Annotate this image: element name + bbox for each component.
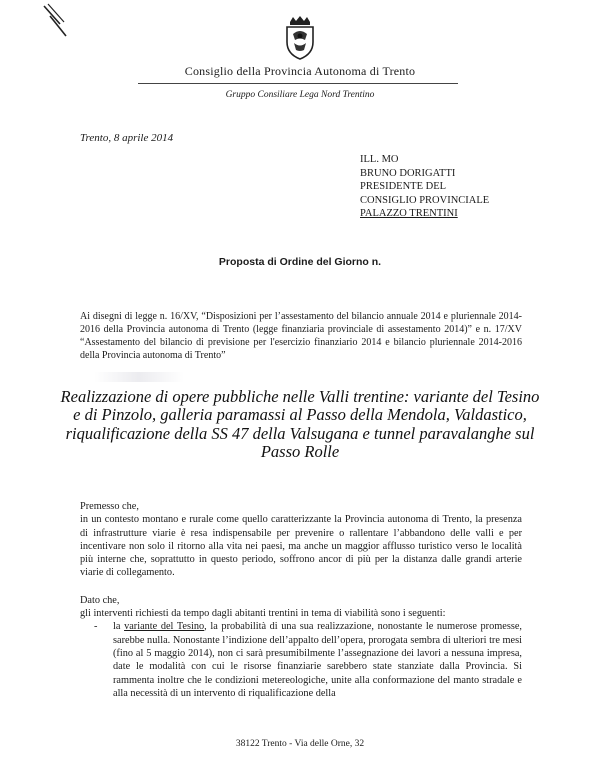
dato-paragraph [80, 594, 522, 621]
header-divider [138, 83, 458, 84]
dato-label: Dato che, [80, 594, 120, 606]
recipient-location: PALAZZO TRENTINI [360, 208, 458, 220]
recipient-name: BRUNO DORIGATTI [360, 167, 456, 179]
premesso-label: Premesso che, [80, 501, 139, 512]
list-item-text: , la probabilità di una sua realizzazione, nonostante le numerose promesse, sarebbe nulla. Nonostante l’indizione dell’appalto dell’opera, prorogata sembra di ulteriori tre mesi (fino al 5 maggio 2014), non ci sarà presumibilmente l’assegnazione dei lavori a nessuna impresa, date le modalità con cui le risorse finanziarie sarebbero state stanziate dalla Provincia. Si rammenta inoltre che le condizioni metereologiche, unite alla conformazione del manto stradale e alla necessità di un intervento di riqualificazione della [113, 621, 522, 699]
dato-text: gli interventi richiesti da tempo dagli abitanti trentini in tema di viabilità sono i seguenti: [80, 608, 446, 620]
recipient-title: ILL. MO [360, 154, 399, 165]
scan-smudge [94, 372, 184, 382]
recipient-body: CONSIGLIO PROVINCIALE [360, 194, 490, 206]
date-line: Trento, 8 aprile 2014 [80, 132, 174, 144]
recipient-block [360, 153, 489, 221]
council-name: Consiglio della Provincia Autonoma di Trento [184, 64, 416, 78]
coat-of-arms-icon [282, 16, 318, 60]
premesso-paragraph [80, 500, 522, 580]
subject-heading: Realizzazione di opere pubbliche nelle Valli trentine: variante del Tesino e di Pinzolo, galleria paramassi al Passo della Mendola, Valdastico, riqualificazione della SS 47 della Valsugana e tunnel paravalanghe sul Passo Rolle [60, 387, 540, 462]
list-bullet: - [94, 621, 98, 633]
list-item [80, 620, 522, 700]
recipient-role: PRESIDENTE DEL [360, 181, 447, 193]
body-text [80, 500, 522, 700]
interventions-list [80, 620, 522, 700]
list-item-prefix: la [113, 621, 125, 633]
proposal-title: Proposta di Ordine del Giorno n. [218, 256, 382, 268]
preamble-paragraph: Ai disegni di legge n. 16/XV, “Disposizioni per l’assestamento del bilancio annuale 2014 e pluriennale 2014-2016 della Provincia autonoma di Trento (legge finanziaria provinciale di assestamento 2014)” e n. 17/XV “Assestamento del bilancio di previsione per l'esercizio finanziario 2014 e bilancio pluriennale 2014-2016 della Provincia autonoma di Trento” [80, 311, 522, 362]
footer-address: 38122 Trento - Via delle Orne, 32 [235, 739, 365, 749]
premesso-text: in un contesto montano e rurale come quello caratterizzante la Provincia autonoma di Trento, la presenza di infrastrutture viarie è resa indispensabile per prevenire o rallentare l’abbandono delle valli e per incentivare non solo il ritorno alla vita nei paesi, ma anche un maggior afflusso turistico verso le località più interne che, soprattutto in questo periodo, soffrono ancor di più per la distanza dalle grandi arterie viarie di collegamento. [80, 514, 522, 579]
pen-mark-icon [38, 2, 78, 42]
list-item-highlight: variante del Tesino [124, 621, 205, 633]
group-name: Gruppo Consiliare Lega Nord Trentino [225, 90, 375, 100]
